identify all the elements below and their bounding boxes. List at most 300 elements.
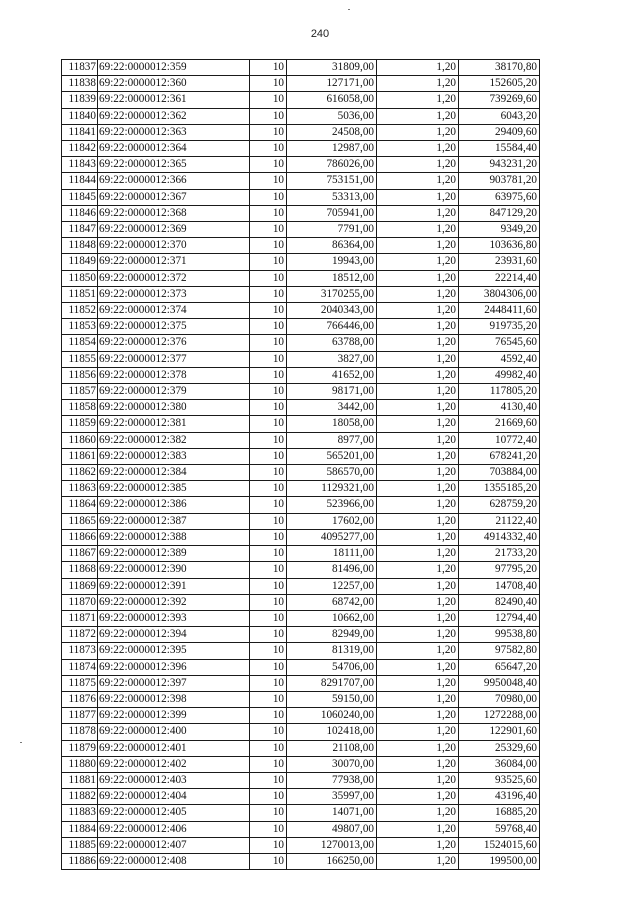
cadastral-number-cell: 69:22:0000012:398	[98, 691, 250, 707]
base-value-cell: 41652,00	[287, 367, 377, 383]
cadastral-number-cell: 69:22:0000012:405	[98, 805, 250, 821]
base-value-cell: 31809,00	[287, 60, 377, 76]
base-value-cell: 166250,00	[287, 853, 377, 869]
row-number-cell: 11867	[62, 546, 98, 562]
coefficient-cell: 1,20	[377, 222, 459, 238]
table-row	[62, 60, 540, 76]
table-row	[62, 643, 540, 659]
cadastral-number-cell: 69:22:0000012:360	[98, 76, 250, 92]
table-row	[62, 756, 540, 772]
scan-speck-left	[20, 742, 22, 743]
row-number-cell: 11855	[62, 351, 98, 367]
cadastral-number-cell: 69:22:0000012:359	[98, 60, 250, 76]
base-value-cell: 565201,00	[287, 448, 377, 464]
row-number-cell: 11863	[62, 481, 98, 497]
coefficient-cell: 1,20	[377, 432, 459, 448]
coefficient-cell: 1,20	[377, 627, 459, 643]
table-row	[62, 740, 540, 756]
cadastral-number-cell: 69:22:0000012:369	[98, 222, 250, 238]
base-value-cell: 82949,00	[287, 627, 377, 643]
result-value-cell: 117805,20	[459, 384, 540, 400]
base-value-cell: 786026,00	[287, 157, 377, 173]
group-code-cell: 10	[250, 837, 287, 853]
table-row	[62, 578, 540, 594]
table-row	[62, 821, 540, 837]
result-value-cell: 739269,60	[459, 92, 540, 108]
base-value-cell: 10662,00	[287, 610, 377, 626]
coefficient-cell: 1,20	[377, 76, 459, 92]
base-value-cell: 86364,00	[287, 238, 377, 254]
result-value-cell: 628759,20	[459, 497, 540, 513]
row-number-cell: 11846	[62, 205, 98, 221]
row-number-cell: 11850	[62, 270, 98, 286]
result-value-cell: 93525,60	[459, 772, 540, 788]
row-number-cell: 11860	[62, 432, 98, 448]
row-number-cell: 11861	[62, 448, 98, 464]
coefficient-cell: 1,20	[377, 756, 459, 772]
coefficient-cell: 1,20	[377, 303, 459, 319]
result-value-cell: 16885,20	[459, 805, 540, 821]
table-row	[62, 238, 540, 254]
cadastral-number-cell: 69:22:0000012:394	[98, 627, 250, 643]
coefficient-cell: 1,20	[377, 708, 459, 724]
table-row	[62, 448, 540, 464]
cadastral-number-cell: 69:22:0000012:396	[98, 659, 250, 675]
cadastral-number-cell: 69:22:0000012:388	[98, 529, 250, 545]
result-value-cell: 21733,20	[459, 546, 540, 562]
coefficient-cell: 1,20	[377, 384, 459, 400]
base-value-cell: 17602,00	[287, 513, 377, 529]
row-number-cell: 11858	[62, 400, 98, 416]
result-value-cell: 847129,20	[459, 205, 540, 221]
group-code-cell: 10	[250, 821, 287, 837]
table-row	[62, 92, 540, 108]
group-code-cell: 10	[250, 708, 287, 724]
row-number-cell: 11870	[62, 594, 98, 610]
coefficient-cell: 1,20	[377, 141, 459, 157]
group-code-cell: 10	[250, 286, 287, 302]
cadastral-number-cell: 69:22:0000012:401	[98, 740, 250, 756]
group-code-cell: 10	[250, 627, 287, 643]
group-code-cell: 10	[250, 594, 287, 610]
group-code-cell: 10	[250, 416, 287, 432]
base-value-cell: 705941,00	[287, 205, 377, 221]
coefficient-cell: 1,20	[377, 610, 459, 626]
base-value-cell: 77938,00	[287, 772, 377, 788]
cadastral-number-cell: 69:22:0000012:386	[98, 497, 250, 513]
coefficient-cell: 1,20	[377, 772, 459, 788]
row-number-cell: 11840	[62, 108, 98, 124]
row-number-cell: 11862	[62, 465, 98, 481]
table-row	[62, 497, 540, 513]
group-code-cell: 10	[250, 238, 287, 254]
coefficient-cell: 1,20	[377, 189, 459, 205]
row-number-cell: 11843	[62, 157, 98, 173]
row-number-cell: 11844	[62, 173, 98, 189]
coefficient-cell: 1,20	[377, 335, 459, 351]
base-value-cell: 63788,00	[287, 335, 377, 351]
table-row	[62, 303, 540, 319]
table-row	[62, 124, 540, 140]
row-number-cell: 11875	[62, 675, 98, 691]
coefficient-cell: 1,20	[377, 173, 459, 189]
coefficient-cell: 1,20	[377, 238, 459, 254]
coefficient-cell: 1,20	[377, 805, 459, 821]
base-value-cell: 586570,00	[287, 465, 377, 481]
coefficient-cell: 1,20	[377, 529, 459, 545]
group-code-cell: 10	[250, 481, 287, 497]
result-value-cell: 2448411,60	[459, 303, 540, 319]
cadastral-number-cell: 69:22:0000012:371	[98, 254, 250, 270]
cadastral-number-cell: 69:22:0000012:389	[98, 546, 250, 562]
result-value-cell: 59768,40	[459, 821, 540, 837]
cadastral-number-cell: 69:22:0000012:362	[98, 108, 250, 124]
table-row	[62, 400, 540, 416]
coefficient-cell: 1,20	[377, 254, 459, 270]
base-value-cell: 19943,00	[287, 254, 377, 270]
table-row	[62, 432, 540, 448]
row-number-cell: 11872	[62, 627, 98, 643]
coefficient-cell: 1,20	[377, 675, 459, 691]
base-value-cell: 98171,00	[287, 384, 377, 400]
row-number-cell: 11839	[62, 92, 98, 108]
cadastral-number-cell: 69:22:0000012:375	[98, 319, 250, 335]
table-row	[62, 416, 540, 432]
cadastral-number-cell: 69:22:0000012:372	[98, 270, 250, 286]
group-code-cell: 10	[250, 319, 287, 335]
result-value-cell: 25329,60	[459, 740, 540, 756]
base-value-cell: 102418,00	[287, 724, 377, 740]
cadastral-number-cell: 69:22:0000012:384	[98, 465, 250, 481]
base-value-cell: 59150,00	[287, 691, 377, 707]
group-code-cell: 10	[250, 222, 287, 238]
result-value-cell: 4130,40	[459, 400, 540, 416]
result-value-cell: 14708,40	[459, 578, 540, 594]
group-code-cell: 10	[250, 303, 287, 319]
cadastral-number-cell: 69:22:0000012:366	[98, 173, 250, 189]
result-value-cell: 43196,40	[459, 789, 540, 805]
group-code-cell: 10	[250, 691, 287, 707]
row-number-cell: 11852	[62, 303, 98, 319]
cadastral-value-table	[61, 59, 540, 870]
result-value-cell: 199500,00	[459, 853, 540, 869]
result-value-cell: 1272288,00	[459, 708, 540, 724]
result-value-cell: 36084,00	[459, 756, 540, 772]
group-code-cell: 10	[250, 740, 287, 756]
cadastral-number-cell: 69:22:0000012:374	[98, 303, 250, 319]
coefficient-cell: 1,20	[377, 92, 459, 108]
base-value-cell: 3827,00	[287, 351, 377, 367]
base-value-cell: 18058,00	[287, 416, 377, 432]
group-code-cell: 10	[250, 384, 287, 400]
table-row	[62, 627, 540, 643]
table-row	[62, 546, 540, 562]
group-code-cell: 10	[250, 772, 287, 788]
result-value-cell: 919735,20	[459, 319, 540, 335]
result-value-cell: 703884,00	[459, 465, 540, 481]
group-code-cell: 10	[250, 675, 287, 691]
result-value-cell: 97795,20	[459, 562, 540, 578]
cadastral-number-cell: 69:22:0000012:383	[98, 448, 250, 464]
group-code-cell: 10	[250, 173, 287, 189]
row-number-cell: 11886	[62, 853, 98, 869]
base-value-cell: 12257,00	[287, 578, 377, 594]
base-value-cell: 18512,00	[287, 270, 377, 286]
cadastral-number-cell: 69:22:0000012:370	[98, 238, 250, 254]
row-number-cell: 11885	[62, 837, 98, 853]
base-value-cell: 1060240,00	[287, 708, 377, 724]
cadastral-number-cell: 69:22:0000012:380	[98, 400, 250, 416]
result-value-cell: 903781,20	[459, 173, 540, 189]
row-number-cell: 11853	[62, 319, 98, 335]
base-value-cell: 2040343,00	[287, 303, 377, 319]
result-value-cell: 82490,40	[459, 594, 540, 610]
row-number-cell: 11857	[62, 384, 98, 400]
cadastral-number-cell: 69:22:0000012:395	[98, 643, 250, 659]
table-row	[62, 724, 540, 740]
cadastral-number-cell: 69:22:0000012:382	[98, 432, 250, 448]
table-row	[62, 286, 540, 302]
table-row	[62, 384, 540, 400]
coefficient-cell: 1,20	[377, 546, 459, 562]
base-value-cell: 8291707,00	[287, 675, 377, 691]
row-number-cell: 11841	[62, 124, 98, 140]
result-value-cell: 38170,80	[459, 60, 540, 76]
group-code-cell: 10	[250, 189, 287, 205]
group-code-cell: 10	[250, 805, 287, 821]
table-row	[62, 254, 540, 270]
base-value-cell: 21108,00	[287, 740, 377, 756]
result-value-cell: 65647,20	[459, 659, 540, 675]
cadastral-number-cell: 69:22:0000012:377	[98, 351, 250, 367]
coefficient-cell: 1,20	[377, 691, 459, 707]
base-value-cell: 3442,00	[287, 400, 377, 416]
cadastral-number-cell: 69:22:0000012:361	[98, 92, 250, 108]
table-row	[62, 837, 540, 853]
base-value-cell: 54706,00	[287, 659, 377, 675]
table-row	[62, 270, 540, 286]
row-number-cell: 11856	[62, 367, 98, 383]
base-value-cell: 8977,00	[287, 432, 377, 448]
coefficient-cell: 1,20	[377, 853, 459, 869]
group-code-cell: 10	[250, 60, 287, 76]
table-row	[62, 610, 540, 626]
cadastral-number-cell: 69:22:0000012:399	[98, 708, 250, 724]
cadastral-number-cell: 69:22:0000012:408	[98, 853, 250, 869]
cadastral-number-cell: 69:22:0000012:368	[98, 205, 250, 221]
group-code-cell: 10	[250, 578, 287, 594]
group-code-cell: 10	[250, 853, 287, 869]
table-body	[62, 60, 540, 870]
row-number-cell: 11874	[62, 659, 98, 675]
result-value-cell: 103636,80	[459, 238, 540, 254]
group-code-cell: 10	[250, 448, 287, 464]
table-row	[62, 659, 540, 675]
table-row	[62, 805, 540, 821]
row-number-cell: 11869	[62, 578, 98, 594]
row-number-cell: 11884	[62, 821, 98, 837]
coefficient-cell: 1,20	[377, 205, 459, 221]
base-value-cell: 18111,00	[287, 546, 377, 562]
group-code-cell: 10	[250, 562, 287, 578]
base-value-cell: 35997,00	[287, 789, 377, 805]
table-row	[62, 157, 540, 173]
cadastral-number-cell: 69:22:0000012:397	[98, 675, 250, 691]
coefficient-cell: 1,20	[377, 837, 459, 853]
cadastral-number-cell: 69:22:0000012:406	[98, 821, 250, 837]
coefficient-cell: 1,20	[377, 659, 459, 675]
base-value-cell: 523966,00	[287, 497, 377, 513]
table-row	[62, 367, 540, 383]
base-value-cell: 14071,00	[287, 805, 377, 821]
result-value-cell: 152605,20	[459, 76, 540, 92]
base-value-cell: 53313,00	[287, 189, 377, 205]
table-row	[62, 173, 540, 189]
result-value-cell: 1524015,60	[459, 837, 540, 853]
group-code-cell: 10	[250, 659, 287, 675]
cadastral-number-cell: 69:22:0000012:403	[98, 772, 250, 788]
coefficient-cell: 1,20	[377, 578, 459, 594]
base-value-cell: 12987,00	[287, 141, 377, 157]
group-code-cell: 10	[250, 724, 287, 740]
coefficient-cell: 1,20	[377, 740, 459, 756]
row-number-cell: 11871	[62, 610, 98, 626]
row-number-cell: 11879	[62, 740, 98, 756]
base-value-cell: 1129321,00	[287, 481, 377, 497]
row-number-cell: 11849	[62, 254, 98, 270]
cadastral-number-cell: 69:22:0000012:400	[98, 724, 250, 740]
result-value-cell: 22214,40	[459, 270, 540, 286]
result-value-cell: 943231,20	[459, 157, 540, 173]
group-code-cell: 10	[250, 124, 287, 140]
base-value-cell: 5036,00	[287, 108, 377, 124]
base-value-cell: 766446,00	[287, 319, 377, 335]
table-row	[62, 529, 540, 545]
table-row	[62, 853, 540, 869]
result-value-cell: 21122,40	[459, 513, 540, 529]
group-code-cell: 10	[250, 546, 287, 562]
result-value-cell: 678241,20	[459, 448, 540, 464]
result-value-cell: 23931,60	[459, 254, 540, 270]
table-row	[62, 335, 540, 351]
base-value-cell: 81496,00	[287, 562, 377, 578]
coefficient-cell: 1,20	[377, 497, 459, 513]
base-value-cell: 753151,00	[287, 173, 377, 189]
base-value-cell: 127171,00	[287, 76, 377, 92]
base-value-cell: 30070,00	[287, 756, 377, 772]
row-number-cell: 11883	[62, 805, 98, 821]
cadastral-number-cell: 69:22:0000012:390	[98, 562, 250, 578]
row-number-cell: 11847	[62, 222, 98, 238]
group-code-cell: 10	[250, 513, 287, 529]
row-number-cell: 11877	[62, 708, 98, 724]
result-value-cell: 10772,40	[459, 432, 540, 448]
row-number-cell: 11838	[62, 76, 98, 92]
coefficient-cell: 1,20	[377, 108, 459, 124]
result-value-cell: 122901,60	[459, 724, 540, 740]
group-code-cell: 10	[250, 610, 287, 626]
cadastral-number-cell: 69:22:0000012:392	[98, 594, 250, 610]
coefficient-cell: 1,20	[377, 157, 459, 173]
result-value-cell: 4914332,40	[459, 529, 540, 545]
coefficient-cell: 1,20	[377, 724, 459, 740]
group-code-cell: 10	[250, 205, 287, 221]
base-value-cell: 24508,00	[287, 124, 377, 140]
group-code-cell: 10	[250, 335, 287, 351]
cadastral-number-cell: 69:22:0000012:385	[98, 481, 250, 497]
row-number-cell: 11854	[62, 335, 98, 351]
result-value-cell: 63975,60	[459, 189, 540, 205]
cadastral-number-cell: 69:22:0000012:404	[98, 789, 250, 805]
group-code-cell: 10	[250, 497, 287, 513]
coefficient-cell: 1,20	[377, 367, 459, 383]
row-number-cell: 11880	[62, 756, 98, 772]
table-row	[62, 141, 540, 157]
result-value-cell: 4592,40	[459, 351, 540, 367]
table-row	[62, 222, 540, 238]
coefficient-cell: 1,20	[377, 821, 459, 837]
result-value-cell: 15584,40	[459, 141, 540, 157]
cadastral-number-cell: 69:22:0000012:365	[98, 157, 250, 173]
table-row	[62, 319, 540, 335]
table-row	[62, 465, 540, 481]
table-row	[62, 351, 540, 367]
base-value-cell: 1270013,00	[287, 837, 377, 853]
result-value-cell: 12794,40	[459, 610, 540, 626]
table-row	[62, 789, 540, 805]
group-code-cell: 10	[250, 367, 287, 383]
coefficient-cell: 1,20	[377, 481, 459, 497]
coefficient-cell: 1,20	[377, 448, 459, 464]
coefficient-cell: 1,20	[377, 319, 459, 335]
group-code-cell: 10	[250, 157, 287, 173]
result-value-cell: 76545,60	[459, 335, 540, 351]
result-value-cell: 97582,80	[459, 643, 540, 659]
row-number-cell: 11851	[62, 286, 98, 302]
cadastral-number-cell: 69:22:0000012:402	[98, 756, 250, 772]
cadastral-number-cell: 69:22:0000012:363	[98, 124, 250, 140]
cadastral-number-cell: 69:22:0000012:378	[98, 367, 250, 383]
cadastral-number-cell: 69:22:0000012:379	[98, 384, 250, 400]
result-value-cell: 6043,20	[459, 108, 540, 124]
coefficient-cell: 1,20	[377, 513, 459, 529]
cadastral-number-cell: 69:22:0000012:373	[98, 286, 250, 302]
base-value-cell: 4095277,00	[287, 529, 377, 545]
group-code-cell: 10	[250, 789, 287, 805]
cadastral-number-cell: 69:22:0000012:387	[98, 513, 250, 529]
result-value-cell: 29409,60	[459, 124, 540, 140]
cadastral-number-cell: 69:22:0000012:364	[98, 141, 250, 157]
group-code-cell: 10	[250, 756, 287, 772]
row-number-cell: 11868	[62, 562, 98, 578]
result-value-cell: 70980,00	[459, 691, 540, 707]
table-row	[62, 691, 540, 707]
cadastral-number-cell: 69:22:0000012:393	[98, 610, 250, 626]
cadastral-number-cell: 69:22:0000012:391	[98, 578, 250, 594]
cadastral-number-cell: 69:22:0000012:376	[98, 335, 250, 351]
row-number-cell: 11845	[62, 189, 98, 205]
coefficient-cell: 1,20	[377, 286, 459, 302]
row-number-cell: 11848	[62, 238, 98, 254]
row-number-cell: 11876	[62, 691, 98, 707]
coefficient-cell: 1,20	[377, 351, 459, 367]
row-number-cell: 11866	[62, 529, 98, 545]
result-value-cell: 49982,40	[459, 367, 540, 383]
result-value-cell: 1355185,20	[459, 481, 540, 497]
coefficient-cell: 1,20	[377, 562, 459, 578]
coefficient-cell: 1,20	[377, 124, 459, 140]
scan-speck-top	[348, 9, 350, 10]
